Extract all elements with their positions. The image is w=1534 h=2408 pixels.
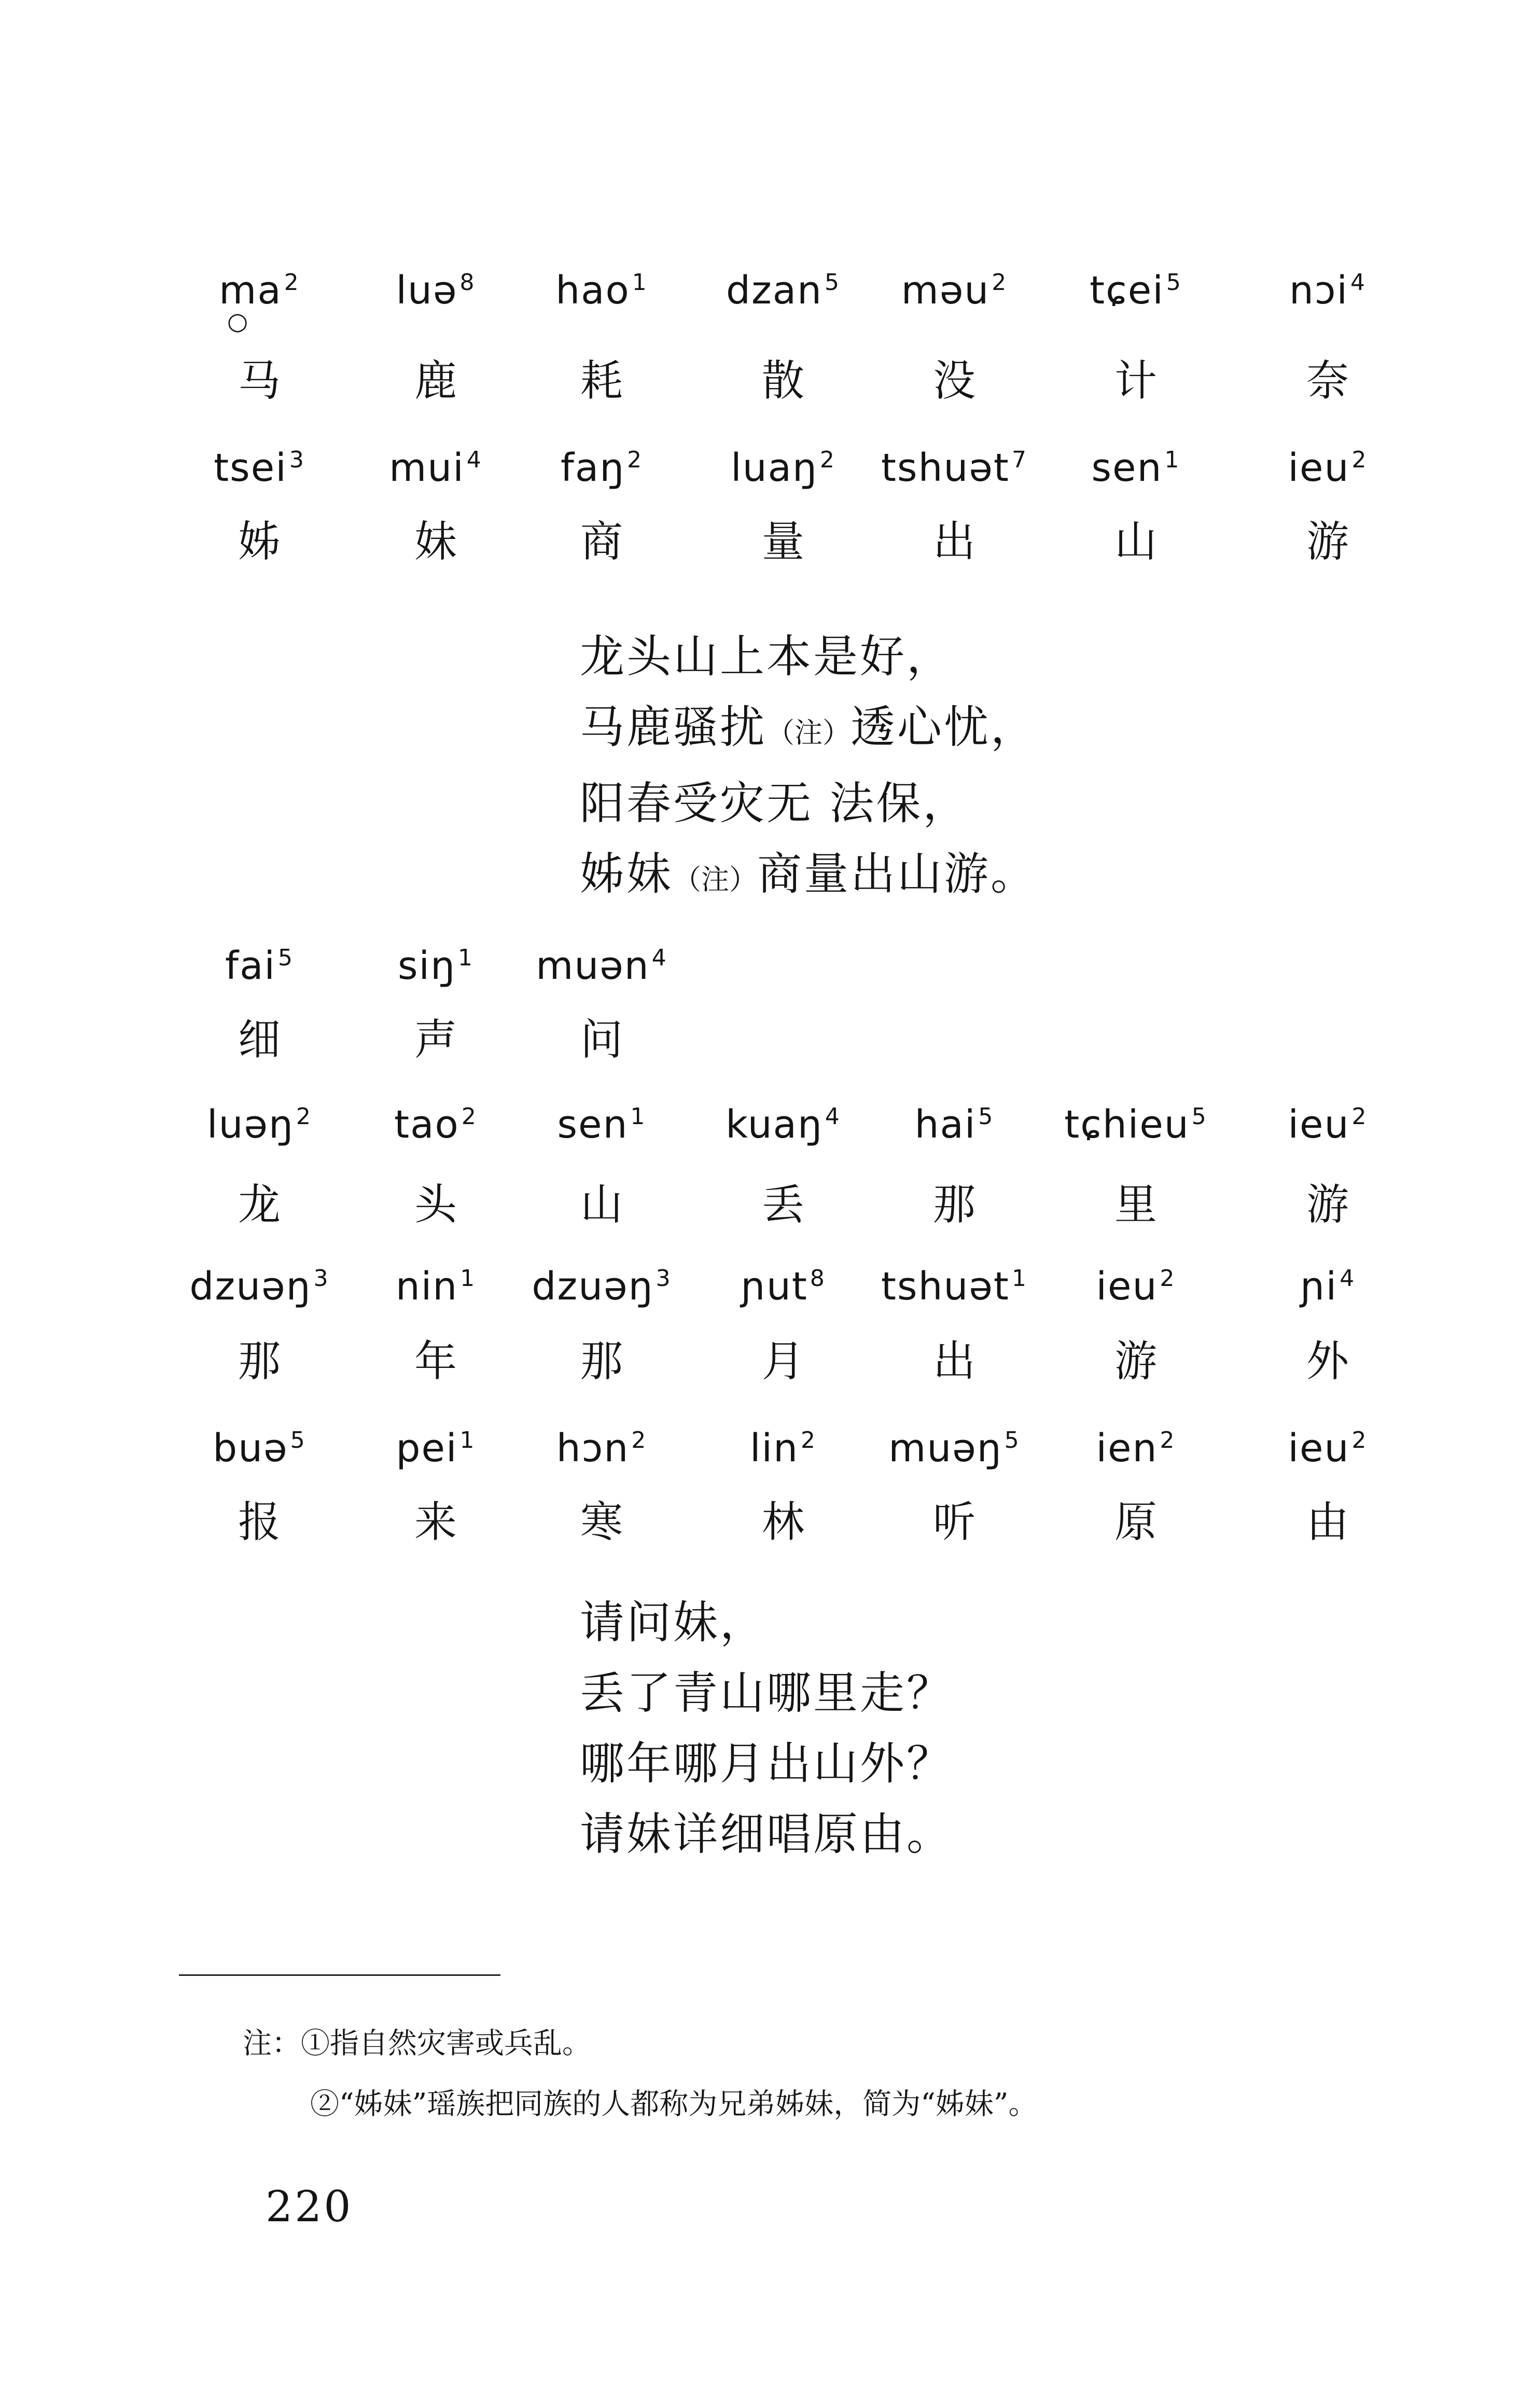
tone-number: 5 (1166, 269, 1182, 296)
chinese-character: 来 (414, 1498, 457, 1547)
chinese-character: 那 (238, 1337, 281, 1386)
chinese-character: 细 (238, 1015, 281, 1064)
tone-number: 2 (1351, 1427, 1368, 1454)
tone-number: 1 (632, 269, 648, 296)
footnote-1: 注：①指自然灾害或兵乱。 (243, 2027, 591, 2060)
chinese-character: 那 (580, 1337, 623, 1386)
chinese-character: 耗 (580, 356, 623, 406)
translation-line: 请问妹， (580, 1597, 766, 1649)
romanized-syllable: luə$^8$ (396, 268, 476, 313)
page-number: 220 (266, 2182, 353, 2232)
chinese-character: 鹿 (414, 356, 457, 406)
tone-number: 4 (1340, 1265, 1356, 1292)
translation-line: 请妹详细唱原由。 (580, 1808, 953, 1860)
tone-number: 5 (290, 1427, 306, 1454)
romanized-syllable: tɕei$^5$ (1090, 268, 1182, 313)
romanized-syllable: mui$^4$ (389, 446, 482, 490)
chinese-character: 听 (932, 1498, 975, 1547)
romanized-syllable: fai$^5$ (225, 944, 294, 988)
chinese-character: 计 (1114, 356, 1157, 406)
romanized-syllable: $ma^2$ (219, 268, 300, 313)
chinese-character: 林 (761, 1498, 804, 1547)
romanized-syllable: hai$^5$ (914, 1102, 994, 1147)
tone-number: 1 (1011, 1265, 1027, 1292)
chinese-character: 没 (932, 356, 975, 406)
romanized-syllable: ien$^2$ (1096, 1426, 1176, 1471)
small-circle-mark: ○ (227, 307, 248, 335)
stanza-2-translation (580, 1587, 953, 1870)
romanized-syllable: sen$^1$ (557, 1102, 646, 1147)
tone-number: 2 (296, 1103, 312, 1130)
chinese-character: 外 (1306, 1337, 1349, 1386)
chinese-character: 里 (1114, 1180, 1157, 1229)
tone-number: 5 (1191, 1103, 1207, 1130)
tone-number: 2 (1351, 447, 1368, 474)
tone-number: 8 (810, 1265, 826, 1292)
chinese-character: 原 (1114, 1498, 1157, 1547)
romanized-syllable: luəŋ$^2$ (207, 1102, 312, 1147)
romanized-syllable: siŋ$^1$ (397, 944, 473, 988)
chinese-character: 头 (414, 1180, 457, 1229)
translation-line: 龙头山上本是好， (580, 631, 953, 683)
romanized-syllable: hɔn$^2$ (556, 1426, 647, 1471)
romanized-syllable: hao$^1$ (555, 268, 648, 313)
chinese-character: 年 (414, 1337, 457, 1386)
chinese-character: 报 (238, 1498, 281, 1547)
chinese-character: 月 (761, 1337, 804, 1386)
translation-line: 姊妹（注）商量出山游。 (580, 848, 1037, 900)
tone-number: 5 (1004, 1427, 1020, 1454)
tone-number: 4 (651, 945, 667, 972)
chinese-character: 游 (1114, 1337, 1157, 1386)
romanized-syllable: faŋ$^2$ (560, 446, 643, 490)
tone-number: 2 (1160, 1265, 1176, 1292)
footnote-2: ②“姊妹”瑶族把同族的人都称为兄弟姊妹，简为“姊妹”。 (310, 2087, 1038, 2121)
chinese-character: 妹 (414, 517, 457, 566)
romanized-syllable: dzan$^5$ (726, 268, 841, 313)
romanized-syllable: muəŋ$^5$ (888, 1426, 1020, 1471)
chinese-character: 龙 (238, 1180, 281, 1229)
chinese-character: 山 (1114, 517, 1157, 566)
romanized-syllable: tao$^2$ (394, 1102, 477, 1147)
chinese-character: 游 (1306, 1180, 1349, 1229)
chinese-character: 问 (580, 1015, 623, 1064)
tone-number: 3 (289, 447, 305, 474)
tone-number: 2 (1351, 1103, 1368, 1130)
chinese-character: 那 (932, 1180, 975, 1229)
chinese-character: 奈 (1306, 356, 1349, 406)
romanized-syllable: ieu$^2$ (1096, 1264, 1176, 1309)
tone-number: 2 (284, 269, 300, 296)
romanized-syllable: tshuət$^1$ (881, 1264, 1027, 1309)
tone-number: 5 (825, 269, 841, 296)
chinese-character: 丢 (761, 1180, 804, 1229)
chinese-character: 散 (761, 356, 804, 406)
chinese-character: 出 (932, 1337, 975, 1386)
chinese-character: 姊 (238, 517, 281, 566)
romanized-syllable: buə$^5$ (213, 1426, 306, 1471)
translation-line: 丢了青山哪里走？ (580, 1667, 953, 1719)
tone-number: 3 (656, 1265, 672, 1292)
tone-number: 4 (1350, 269, 1366, 296)
translation-line: 哪年哪月出山外？ (580, 1738, 953, 1790)
chinese-character: 声 (414, 1015, 457, 1064)
tone-number: 4 (466, 447, 482, 474)
tone-number: 1 (630, 1103, 646, 1130)
romanized-syllable: tsei$^3$ (214, 446, 305, 490)
romanized-syllable: tshuət$^7$ (881, 446, 1027, 490)
chinese-character: 游 (1306, 517, 1349, 566)
footnote-divider (179, 1974, 500, 1976)
romanized-syllable: nɔi$^4$ (1289, 268, 1366, 313)
tone-number: 1 (459, 1427, 476, 1454)
tone-number: 8 (459, 269, 476, 296)
chinese-character: 商 (580, 517, 623, 566)
tone-number: 7 (1011, 447, 1027, 474)
chinese-character: 量 (761, 517, 804, 566)
note-marker: （注） (766, 716, 850, 749)
translation-line: 阳春受灾无 法保， (580, 778, 970, 829)
romanized-syllable: ɲut$^8$ (741, 1264, 826, 1309)
romanized-syllable: dzuəŋ$^3$ (189, 1264, 329, 1309)
tone-number: 3 (313, 1265, 329, 1292)
tone-number: 2 (627, 447, 643, 474)
tone-number: 1 (1164, 447, 1180, 474)
romanized-syllable: muən$^4$ (536, 944, 667, 988)
romanized-syllable: ieu$^2$ (1288, 1426, 1368, 1471)
romanized-syllable: ieu$^2$ (1288, 446, 1368, 490)
footnote-label: 注： (243, 2027, 301, 2060)
chinese-character: 马 (238, 356, 281, 406)
tone-number: 2 (819, 447, 835, 474)
tone-number: 2 (461, 1103, 477, 1130)
romanized-syllable: sen$^1$ (1091, 446, 1180, 490)
romanized-syllable: pei$^1$ (396, 1426, 476, 1471)
romanized-syllable: dzuəŋ$^3$ (532, 1264, 672, 1309)
tone-number: 2 (631, 1427, 647, 1454)
romanized-syllable: tɕhieu$^5$ (1064, 1102, 1207, 1147)
note-marker: （注） (673, 863, 757, 896)
tone-number: 4 (825, 1103, 841, 1130)
tone-number: 2 (801, 1427, 817, 1454)
romanized-syllable: ieu$^2$ (1288, 1102, 1368, 1147)
tone-number: 2 (992, 269, 1008, 296)
chinese-character: 由 (1306, 1498, 1349, 1547)
translation-line: 马鹿骚扰（注）透心忧， (580, 701, 1037, 753)
romanized-syllable: məu$^2$ (901, 268, 1008, 313)
romanized-syllable: nin$^1$ (395, 1264, 476, 1309)
romanized-syllable: lin$^2$ (749, 1426, 817, 1471)
romanized-syllable: kuaŋ$^4$ (726, 1102, 841, 1147)
tone-number: 1 (458, 945, 473, 972)
tone-number: 1 (460, 1265, 476, 1292)
stanza-1-translation (580, 621, 1037, 915)
tone-number: 5 (978, 1103, 994, 1130)
tone-number: 5 (277, 945, 294, 972)
romanized-syllable: luaŋ$^2$ (731, 446, 835, 490)
tone-number: 2 (1160, 1427, 1176, 1454)
chinese-character: 寒 (580, 1498, 623, 1547)
romanized-syllable: ɲi$^4$ (1300, 1264, 1356, 1309)
chinese-character: 出 (932, 517, 975, 566)
chinese-character: 山 (580, 1180, 623, 1229)
